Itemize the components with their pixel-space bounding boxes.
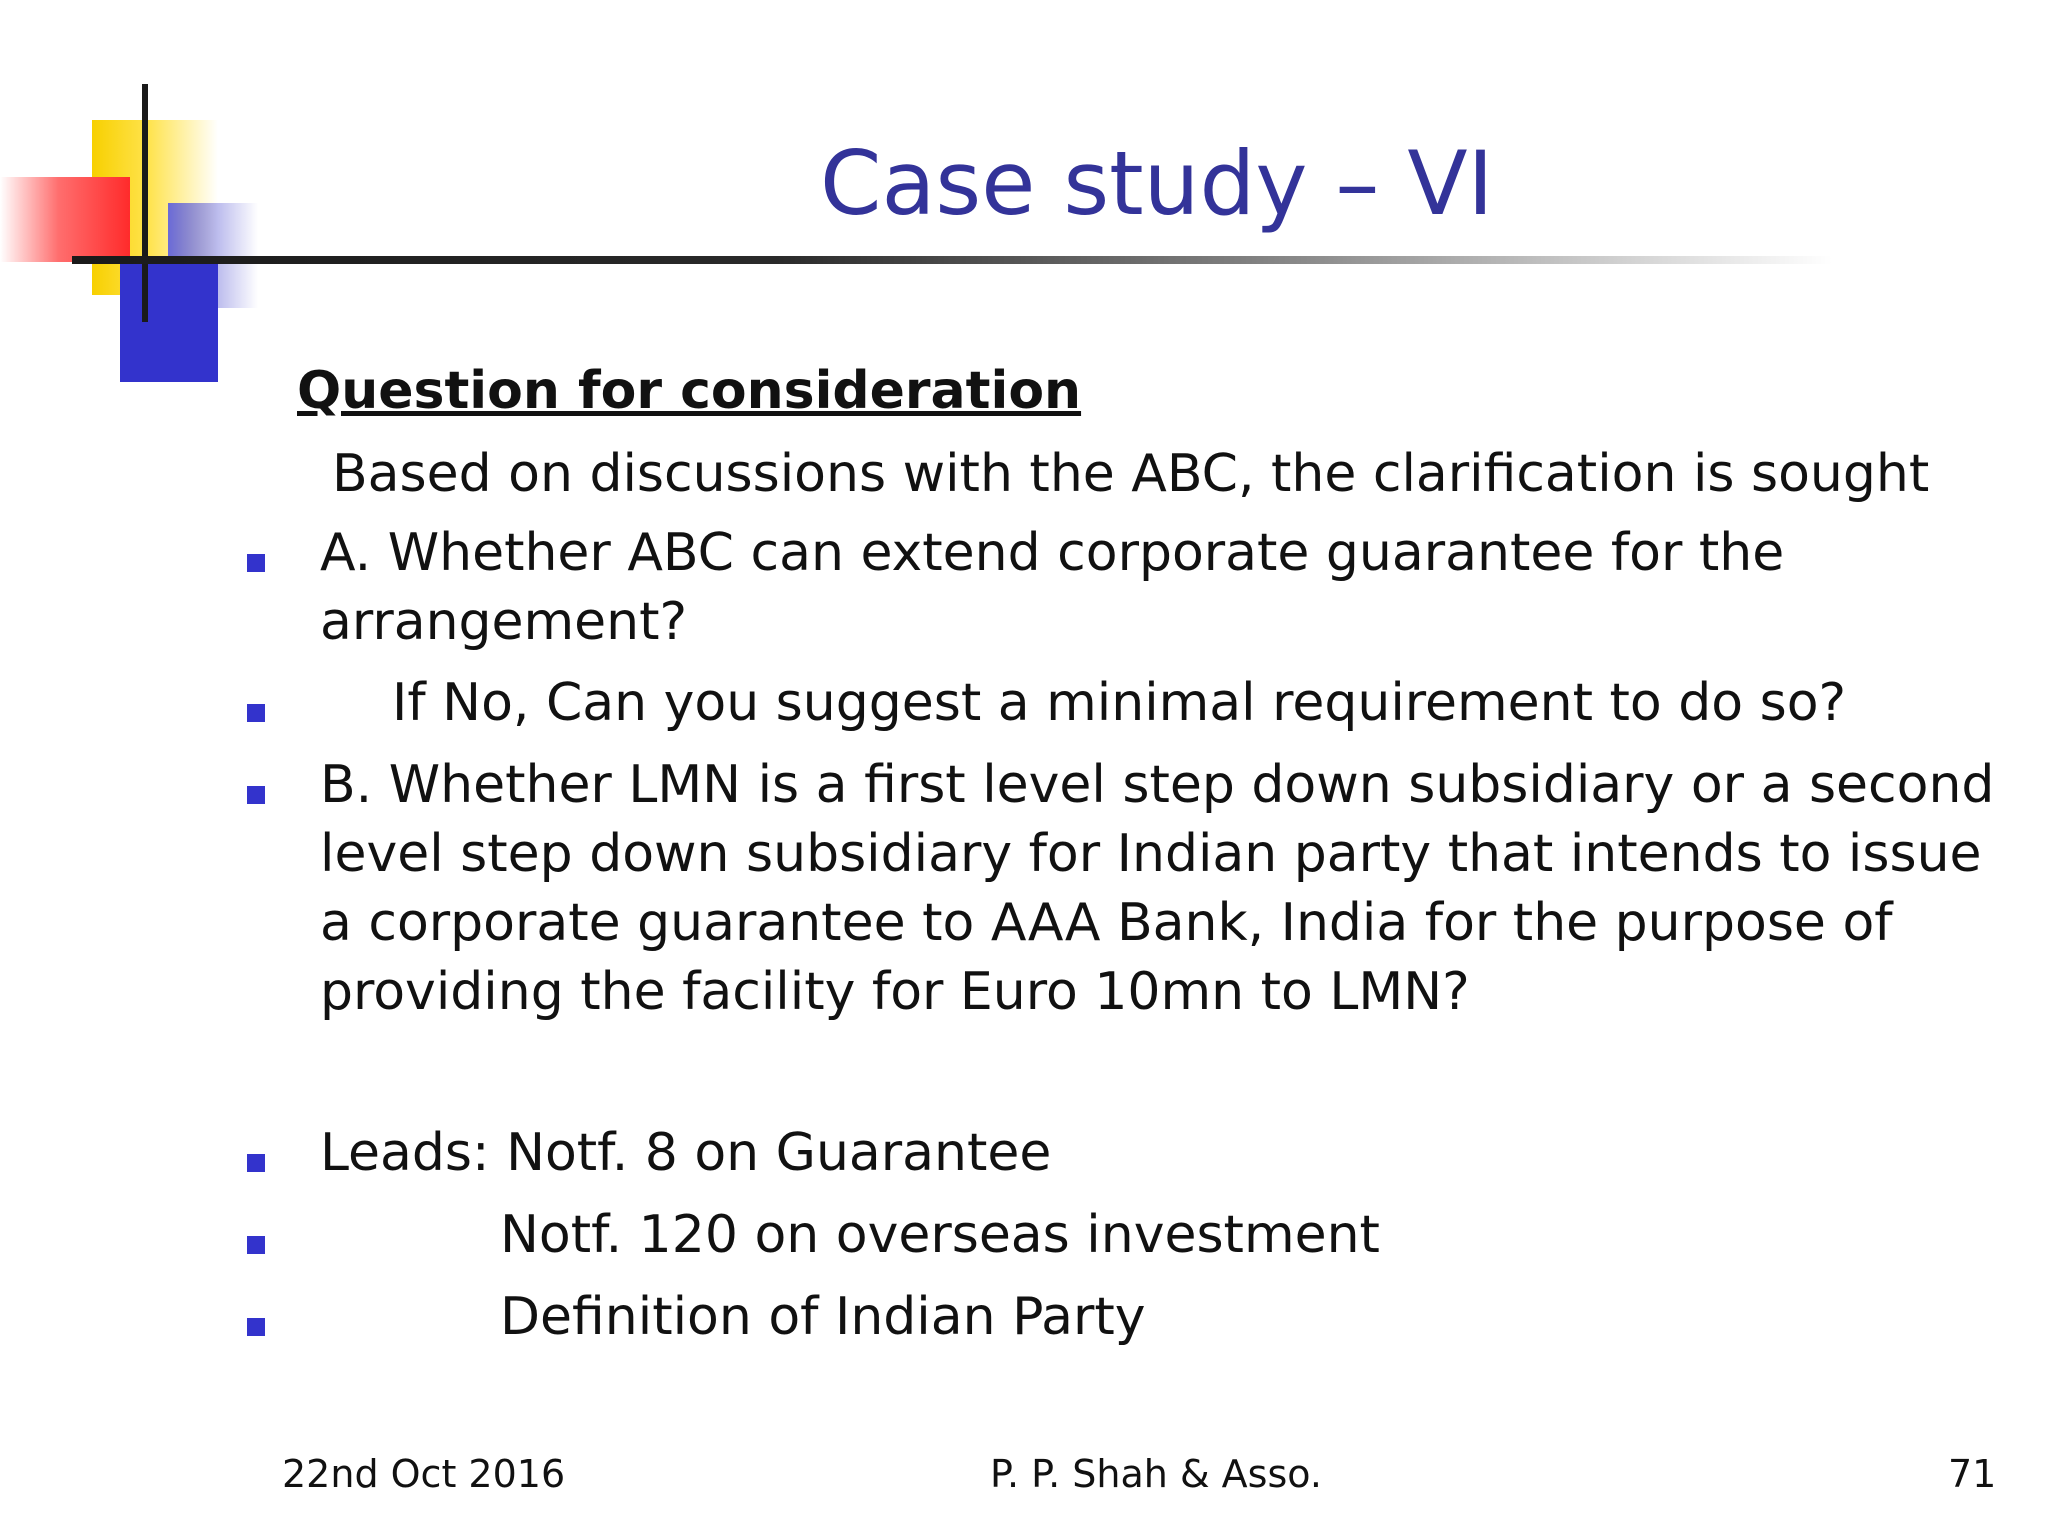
bullet-icon — [247, 554, 265, 572]
intro-text: Based on discussions with the ABC, the clarification is sought — [332, 444, 1930, 504]
footer-date: 22nd Oct 2016 — [282, 1452, 566, 1496]
bullet-text-leads: Leads: Notf. 8 on Guarantee — [320, 1123, 1052, 1183]
logo-red-bar — [0, 177, 130, 262]
logo-blue-square — [120, 262, 218, 382]
bullet-text-a: A. Whether ABC can extend corporate guarantee for the arrangement? — [320, 523, 1785, 652]
bullet-text-b: B. Whether LMN is a first level step down subsidiary or a second level step down subsidiary for Indian party that intends to issue a corporate guarantee to AAA Bank, India for the purpose of providing the facility for Euro 10mn to LMN? — [320, 755, 1995, 1022]
bullet-text-notf-120: Notf. 120 on overseas investment — [500, 1205, 1380, 1265]
logo-vertical-line — [142, 84, 148, 322]
bullet-icon — [247, 704, 265, 722]
bullet-icon — [247, 1236, 265, 1254]
slide-title: Case study – VI — [820, 132, 1494, 235]
bullet-text-definition: Definition of Indian Party — [500, 1287, 1146, 1347]
section-heading: Question for consideration — [297, 361, 1082, 421]
footer-page-number: 71 — [1948, 1452, 1997, 1496]
bullet-text-if-no: If No, Can you suggest a minimal requirement to do so? — [392, 673, 1847, 733]
bullet-icon — [247, 1318, 265, 1336]
title-rule — [72, 256, 1832, 264]
bullet-icon — [247, 786, 265, 804]
bullet-icon — [247, 1154, 265, 1172]
footer-firm: P. P. Shah & Asso. — [990, 1452, 1322, 1496]
